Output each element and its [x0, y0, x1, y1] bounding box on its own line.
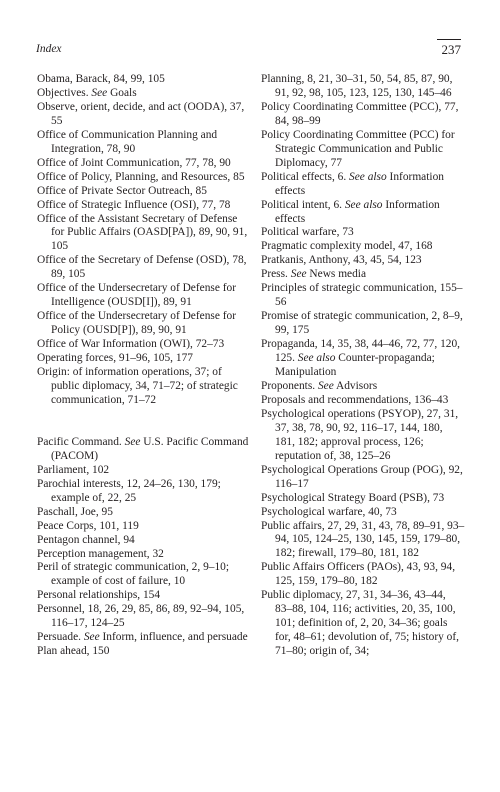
cross-reference-marker: See also [349, 170, 387, 183]
index-entry: Proposals and recommendations, 136–43 [261, 393, 449, 406]
index-entry: Peril of strategic communication, 2, 9–10; example of cost of failure, 10 [37, 561, 230, 588]
index-entry: Pentagon channel, 94 [37, 533, 135, 546]
cross-reference-marker: See [91, 86, 108, 99]
cross-reference-marker: See [83, 631, 100, 644]
cross-reference-marker: See [317, 379, 334, 392]
index-entry: Psychological operations (PSYOP), 27, 31, 37, 38, 78, 90, 92, 116–17, 144, 180, 181, 182; approval process, 126; reputation of, 38, 125–26 [261, 407, 459, 462]
index-entry: Parochial interests, 12, 24–26, 130, 179; example of, 22, 25 [37, 477, 221, 504]
index-entry: Psychological warfare, 40, 73 [261, 505, 397, 518]
index-entry: Public diplomacy, 27, 31, 34–36, 43–44, 83–88, 104, 116; activities, 20, 35, 100, 101; definition of, 2, 20, 34–36; goals for, 48–61; devolution of, 75; history of, 71–80; origin of, 34; [261, 589, 459, 658]
index-entry: Pratkanis, Anthony, 43, 45, 54, 123 [261, 254, 422, 267]
index-column-left [37, 73, 252, 659]
index-entry: Office of Joint Communication, 77, 78, 90 [37, 156, 231, 169]
index-entry: Operating forces, 91–96, 105, 177 [37, 352, 193, 365]
index-entry: Objectives. See Goals [37, 86, 137, 99]
index-entry: Public affairs, 27, 29, 31, 43, 78, 89–91, 93–94, 105, 124–25, 130, 145, 159, 179–80, 182; firewall, 179–80, 181, 182 [261, 519, 465, 560]
cross-reference-marker: See also [297, 352, 336, 365]
index-entry: Political intent, 6. See also Information effects [261, 198, 440, 225]
index-entry: Public Affairs Officers (PAOs), 43, 93, 94, 125, 159, 179–80, 182 [261, 561, 456, 588]
index-entry: Psychological Strategy Board (PSB), 73 [261, 491, 445, 504]
cross-reference-marker: See [124, 435, 141, 448]
index-entry: Plan ahead, 150 [37, 645, 110, 658]
index-entry: Political warfare, 73 [261, 226, 354, 239]
index-entry: Principles of strategic communication, 155–56 [261, 282, 463, 309]
index-entry: Office of Communication Planning and Integration, 78, 90 [37, 128, 218, 155]
index-entry: Personnel, 18, 26, 29, 85, 86, 89, 92–94, 105, 116–17, 124–25 [37, 603, 245, 630]
index-entry: Personal relationships, 154 [37, 589, 161, 602]
index-entry: Planning, 8, 21, 30–31, 50, 54, 85, 87, 90, 91, 92, 98, 105, 123, 125, 130, 145–46 [261, 73, 453, 99]
index-entry: Policy Coordinating Committee (PCC) for Strategic Communication and Public Diplomacy, 77 [261, 128, 455, 169]
index-entry: Origin: of information operations, 37; of public diplomacy, 34, 71–72; of strategic communication, 71–72 [37, 366, 238, 406]
page-number: 237 [437, 39, 461, 58]
index-entry: Office of Private Sector Outreach, 85 [37, 184, 207, 197]
index-entry: Press. See News media [261, 268, 367, 281]
index-entry: Office of the Secretary of Defense (OSD), 78, 89, 105 [37, 254, 247, 281]
index-entry: Observe, orient, decide, and act (OODA), 37, 55 [37, 100, 245, 127]
index-entry: Propaganda, 14, 35, 38, 44–46, 72, 77, 120, 125. See also Counter-propaganda; Manipulation [261, 338, 461, 379]
index-entry: Peace Corps, 101, 119 [37, 519, 139, 532]
index-entry: Office of the Assistant Secretary of Defense for Public Affairs (OASD[PA]), 89, 90, 91, 105 [37, 212, 248, 253]
index-entry: Office of Strategic Influence (OSI), 77, 78 [37, 198, 231, 211]
cross-reference-marker: See also [344, 198, 383, 211]
index-entry: Obama, Barack, 84, 99, 105 [37, 73, 165, 85]
letter-section-gap [37, 408, 252, 436]
index-entry: Promise of strategic communication, 2, 8–9, 99, 175 [261, 310, 463, 337]
index-entry: Office of the Undersecretary of Defense for Intelligence (OUSD[I]), 89, 91 [37, 282, 237, 309]
index-entry: Political effects, 6. See also Information effects [261, 170, 444, 197]
index-entry: Perception management, 32 [37, 547, 164, 560]
cross-reference-marker: See [290, 268, 307, 281]
index-entry: Office of War Information (OWI), 72–73 [37, 338, 225, 351]
index-entry: Proponents. See Advisors [261, 379, 378, 392]
running-head: Index [36, 43, 62, 55]
index-entry: Parliament, 102 [37, 463, 110, 476]
index-entry: Pacific Command. See U.S. Pacific Command (PACOM) [37, 435, 249, 462]
index-entry: Policy Coordinating Committee (PCC), 77, 84, 98–99 [261, 100, 459, 127]
index-entry: Persuade. See Inform, influence, and persuade [37, 631, 248, 644]
index-column-right [261, 73, 465, 659]
index-entry: Paschall, Joe, 95 [37, 505, 113, 518]
index-entry: Psychological Operations Group (POG), 92, 116–17 [261, 463, 463, 490]
index-entry: Office of Policy, Planning, and Resources, 85 [37, 170, 245, 183]
index-entry: Office of the Undersecretary of Defense for Policy (OUSD[P]), 89, 90, 91 [37, 310, 237, 337]
index-entry: Pragmatic complexity model, 47, 168 [261, 240, 433, 253]
page-header [36, 39, 461, 61]
